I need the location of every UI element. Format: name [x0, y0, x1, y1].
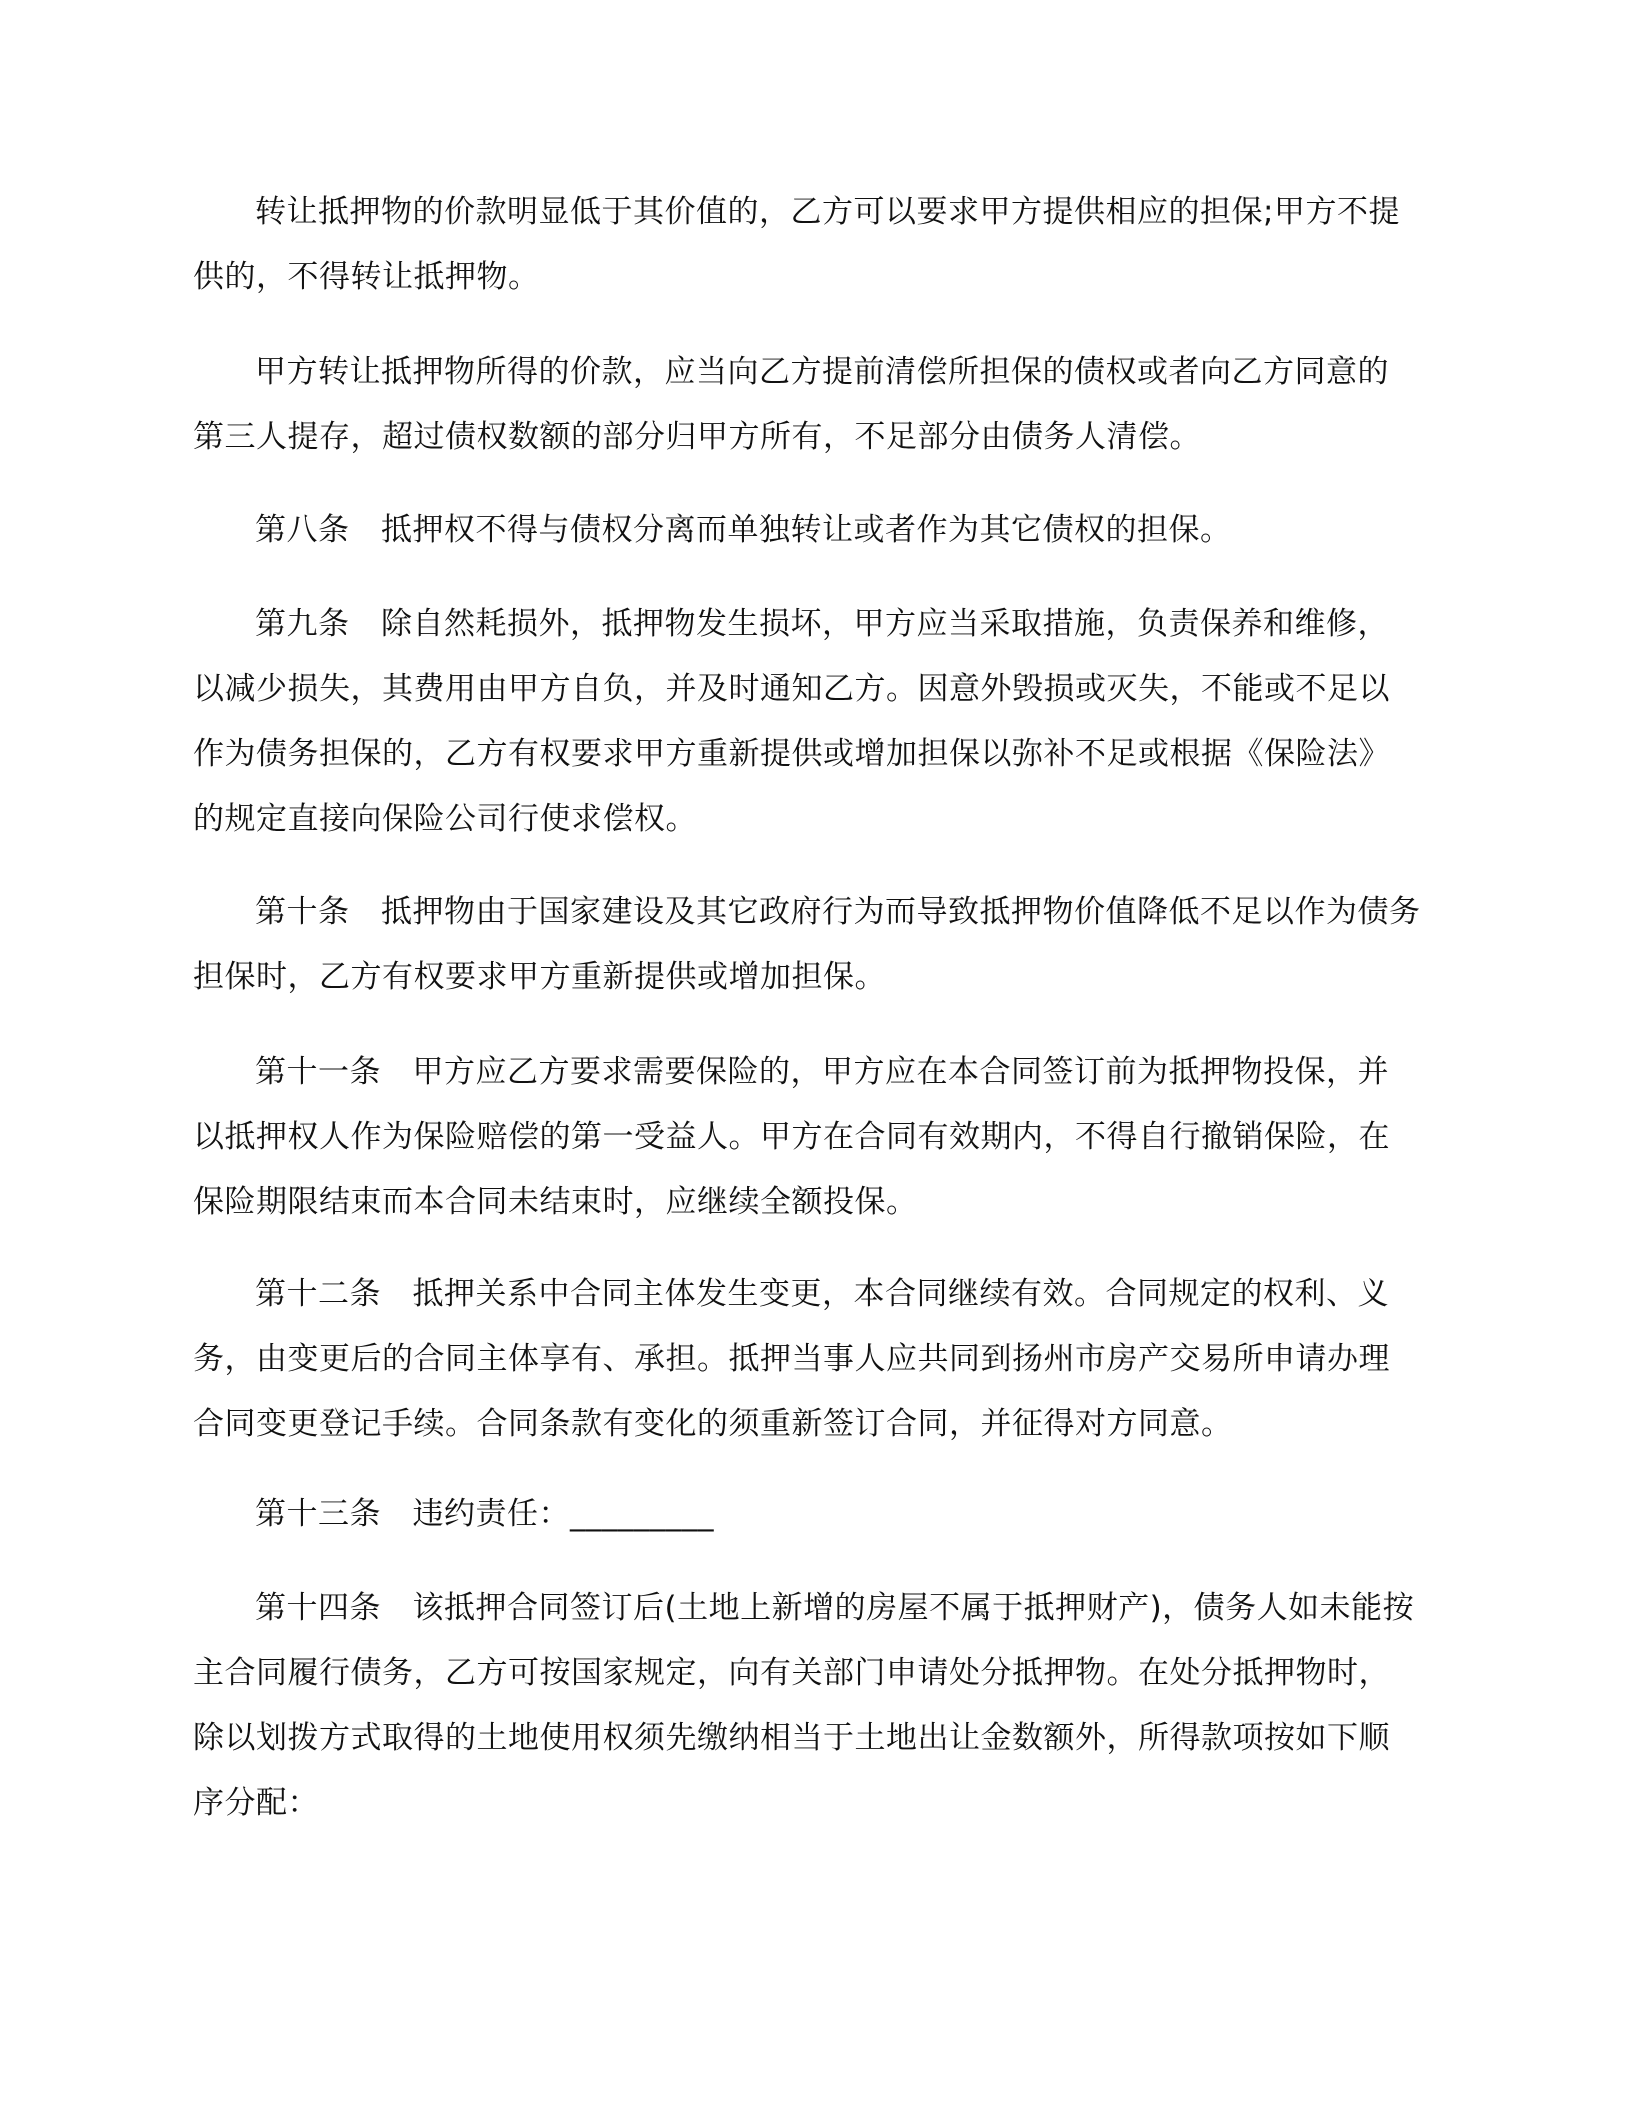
article-14	[193, 1576, 1443, 1836]
paragraph-line: 作为债务担保的，乙方有权要求甲方重新提供或增加担保以弥补不足或根据《保险法》	[193, 736, 1390, 772]
paragraph-line: 供的，不得转让抵押物。	[193, 259, 540, 295]
paragraph-line: 第十三条 违约责任：_________	[255, 1496, 714, 1532]
paragraph-line: 务，由变更后的合同主体享有、承担。抵押当事人应共同到扬州市房产交易所申请办理	[193, 1341, 1390, 1377]
article-11	[193, 1040, 1443, 1235]
paragraph-line: 第八条 抵押权不得与债权分离而单独转让或者作为其它债权的担保。	[255, 512, 1232, 548]
paragraph-line: 以减少损失，其费用由甲方自负，并及时通知乙方。因意外毁损或灭失，不能或不足以	[193, 671, 1390, 707]
paragraph-line: 保险期限结束而本合同未结束时，应继续全额投保。	[193, 1184, 918, 1220]
article-13	[193, 1482, 1443, 1547]
paragraph-line: 序分配：	[193, 1785, 319, 1821]
article-9	[193, 592, 1443, 852]
paragraph-line: 转让抵押物的价款明显低于其价值的，乙方可以要求甲方提供相应的担保;甲方不提	[255, 194, 1400, 230]
paragraph-line: 合同变更登记手续。合同条款有变化的须重新签订合同，并征得对方同意。	[193, 1406, 1233, 1442]
paragraph-line: 的规定直接向保险公司行使求偿权。	[193, 801, 697, 837]
paragraph-line: 第十条 抵押物由于国家建设及其它政府行为而导致抵押物价值降低不足以作为债务	[255, 894, 1421, 930]
paragraph-line: 第三人提存，超过债权数额的部分归甲方所有，不足部分由债务人清偿。	[193, 419, 1201, 455]
paragraph-line: 以抵押权人作为保险赔偿的第一受益人。甲方在合同有效期内，不得自行撤销保险，在	[193, 1119, 1390, 1155]
paragraph-transfer-price	[193, 180, 1443, 310]
article-8	[193, 498, 1443, 563]
paragraph-line: 担保时，乙方有权要求甲方重新提供或增加担保。	[193, 959, 886, 995]
paragraph-line: 第十四条 该抵押合同签订后(土地上新增的房屋不属于抵押财产)，债务人如未能按	[255, 1590, 1415, 1626]
paragraph-transfer-proceeds	[193, 340, 1443, 470]
paragraph-line: 甲方转让抵押物所得的价款，应当向乙方提前清偿所担保的债权或者向乙方同意的	[255, 354, 1389, 390]
article-10	[193, 880, 1443, 1010]
paragraph-line: 主合同履行债务，乙方可按国家规定，向有关部门申请处分抵押物。在处分抵押物时，	[193, 1655, 1390, 1691]
paragraph-line: 第九条 除自然耗损外，抵押物发生损坏，甲方应当采取措施，负责保养和维修，	[255, 606, 1389, 642]
paragraph-line: 第十一条 甲方应乙方要求需要保险的，甲方应在本合同签订前为抵押物投保，并	[255, 1054, 1389, 1090]
paragraph-line: 第十二条 抵押关系中合同主体发生变更，本合同继续有效。合同规定的权利、义	[255, 1276, 1389, 1312]
paragraph-line: 除以划拨方式取得的土地使用权须先缴纳相当于土地出让金数额外，所得款项按如下顺	[193, 1720, 1390, 1756]
article-12	[193, 1262, 1443, 1457]
